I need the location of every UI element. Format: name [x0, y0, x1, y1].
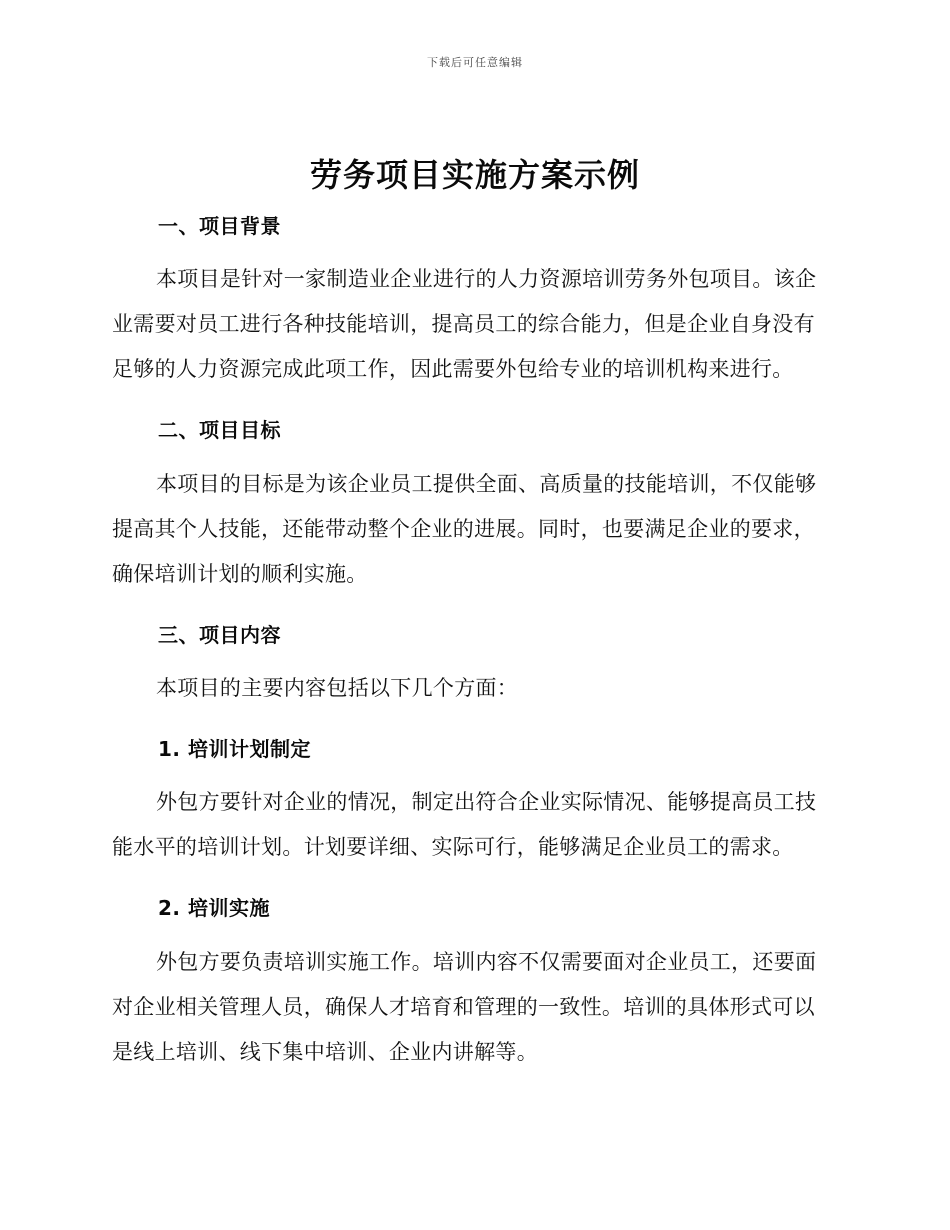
- document-title: 劳务项目实施方案示例: [309, 156, 640, 194]
- subsection-heading-implementation: 2. 培训实施: [158, 896, 270, 920]
- section-heading-content: 三、项目内容: [158, 623, 281, 647]
- paragraph-goals: 本项目的目标是为该企业员工提供全面、高质量的技能培训，不仅能够提高其个人技能，还能带动整个企业的进展。同时，也要满足企业的要求，确保培训计划的顺利实施。: [112, 472, 817, 586]
- paragraph-background: 本项目是针对一家制造业企业进行的人力资源培训劳务外包项目。该企业需要对员工进行各种技能培训，提高员工的综合能力，但是企业自身没有足够的人力资源完成此项工作，因此需要外包给专业的培训机构来进行。: [112, 267, 817, 381]
- paragraph-content-intro: 本项目的主要内容包括以下几个方面：: [156, 676, 519, 700]
- subsection-heading-plan: 1. 培训计划制定: [158, 737, 311, 761]
- paragraph-plan: 外包方要针对企业的情况，制定出符合企业实际情况、能够提高员工技能水平的培训计划。计划要详细、实际可行，能够满足企业员工的需求。: [112, 790, 817, 859]
- header-note: 下载后可任意编辑: [427, 56, 523, 69]
- paragraph-implementation: 外包方要负责培训实施工作。培训内容不仅需要面对企业员工，还要面对企业相关管理人员，确保人才培育和管理的一致性。培训的具体形式可以是线上培训、线下集中培训、企业内讲解等。: [112, 950, 817, 1064]
- section-heading-goals: 二、项目目标: [158, 418, 281, 442]
- section-heading-background: 一、项目背景: [158, 214, 281, 238]
